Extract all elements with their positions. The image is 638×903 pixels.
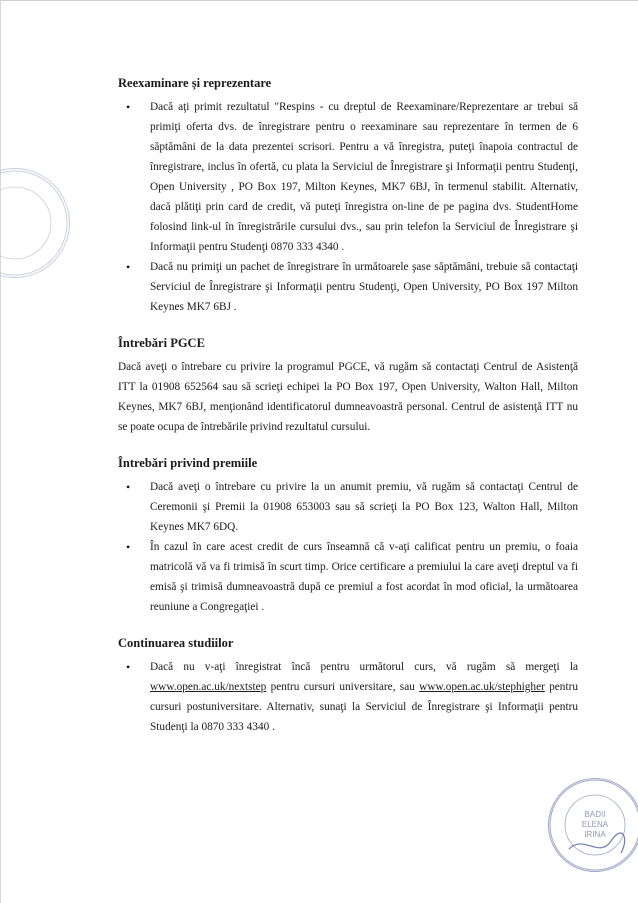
section-title: Reexaminare şi reprezentare [118,76,272,90]
stamp-name-line: BADII [584,810,606,819]
translator-stamp-right [548,778,638,872]
left-edge [0,0,1,903]
bullet-list [118,477,578,617]
bullet-list [118,97,578,317]
document-content [118,75,578,755]
stamp-name-line: ELENA [581,820,609,829]
stamp-left-graphic [0,169,69,277]
text-segment: Dacă nu v-aţi înregistrat încă pentru următorul curs, vă rugăm să mergeţi la [150,661,578,673]
top-rule [0,0,638,1]
bullet-list [118,657,578,737]
list-item: • În cazul în care acest credit de curs înseamnă că v-aţi calificat pentru un premiu, o foaia matricolă vă va fi trimisă în scurt timp. Orice certificare a premiului la care aveţi dreptul va fi emisă şi trimisă dumneavoastră după ce premiul a fost acordat în mod oficial, la următoarea reuniune a Congregaţiei . [118,537,578,617]
section-title: Continuarea studiilor [118,636,234,650]
section-pgce [118,335,578,437]
list-item: • Dacă aveţi o întrebare cu privire la un anumit premiu, vă rugăm să contactaţi Centrul de Ceremonii şi Premii la 01908 653003 sau să scrieţi la PO Box 123, Walton Hall, Milton Keynes MK7 6DQ. [118,477,578,537]
list-item: • Dacă aţi primit rezultatul "Respins - cu dreptul de Reexaminare/Reprezentare ar trebui să primiţi oferta dvs. de înregistrare pentru o reexaminare sau reprezentare în termen de 6 săptămâni de la data prezentei scrisori. Pentru a vă înregistra, puteţi înapoia contractul de înregistrare, inclus în ofertă, cu plata la Serviciul de Înregistrare şi Informaţii pentru Studenţi, Open University , PO Box 197, Milton Keynes, MK7 6BJ, în termenul stabilit. Alternativ, dacă plătiţi prin card de credit, vă puteţi înregistra on-line de pe pagina dvs. StudentHome folosind link-ul în înregistrările cursului dvs., sau prin telefon la Serviciul de Înregistrare şi Informaţii pentru Studenţi 0870 333 4340 . [118,97,578,257]
text-segment: pentru cursuri universitare, sau [266,681,420,693]
section-title: Întrebări privind premiile [118,456,258,470]
translator-stamp-left [0,168,70,278]
section-premii [118,455,578,617]
stamp-name [582,810,608,840]
list-item: • Dacă nu primiţi un pachet de înregistrare în următoarele şase săptămâni, trebuie să contactaţi Serviciul de Înregistrare şi Informaţii pentru Studenţi, Open University, PO Box 197 Milton Keynes MK7 6BJ . [118,257,578,317]
text-segment: pentru cursuri postuniversitare. Alternativ, sunaţi la Serviciul de Înregistrare şi Informaţii pentru Studenţi la 0870 333 4340 . [150,681,579,733]
section-title: Întrebări PGCE [118,336,205,350]
nextstep-link[interactable]: www.open.ac.uk/nextstep [150,681,267,693]
stamp-name-line: IRINA [584,830,606,839]
section-reexaminare [118,75,578,317]
section-continuare [118,635,578,737]
paragraph: Dacă aveţi o întrebare cu privire la programul PGCE, vă rugăm să contactaţi Centrul de Asistenţă ITT la 01908 652564 sau să scrieţi echipei la PO Box 197, Open University, Walton Hall, Milton Keynes, MK7 6BJ, menţionând identificatorul dumneavoastră personal. Centrul de asistenţă ITT nu se poate ocupa de întrebările privind rezultatul cursului. [118,361,578,433]
stephigher-link[interactable]: www.open.ac.uk/stephigher [419,681,545,693]
list-item [118,657,578,737]
